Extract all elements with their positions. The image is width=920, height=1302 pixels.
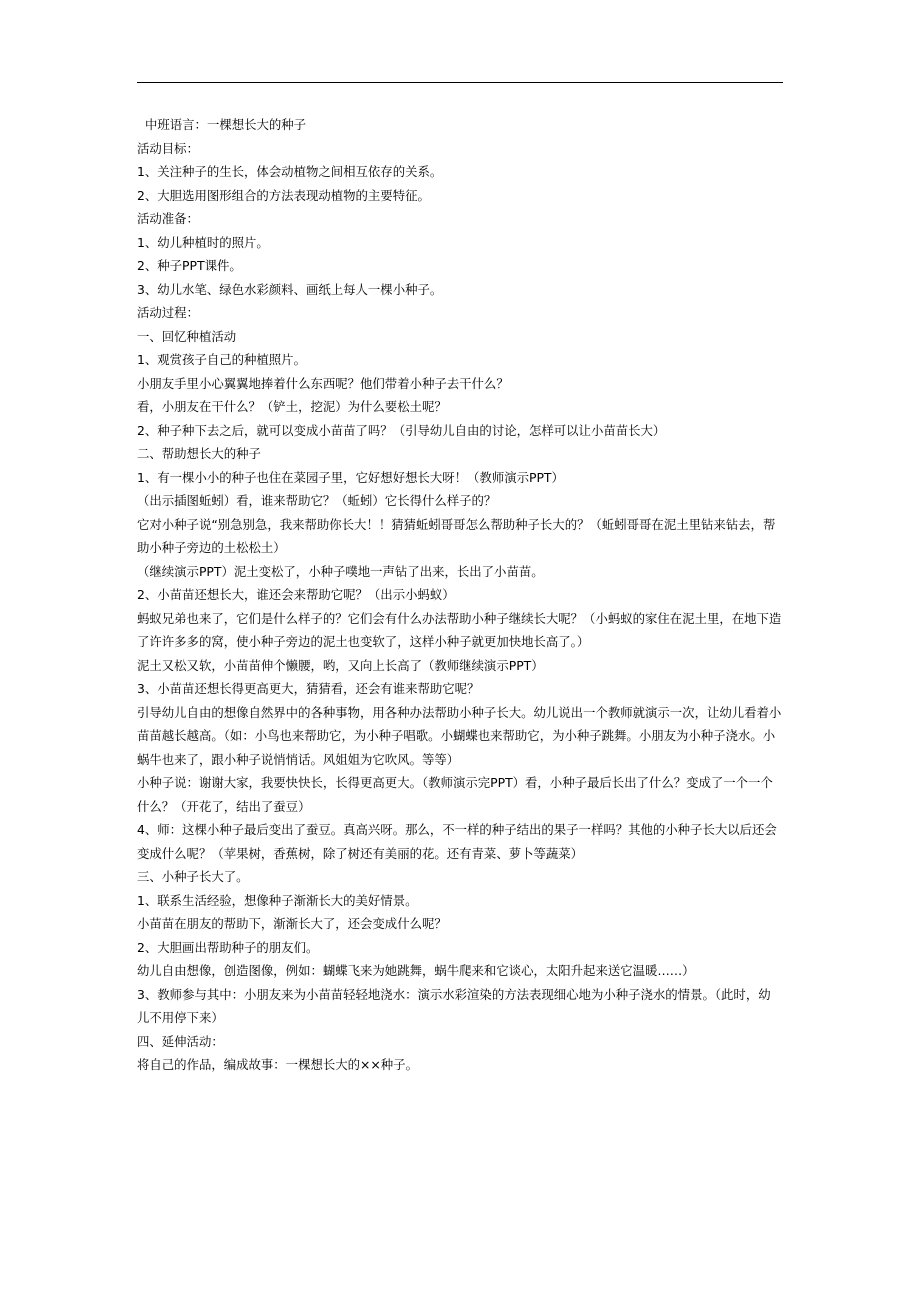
text-line: 泥土又松又软，小苗苗伸个懒腰，哟，又向上长高了（教师继续演示PPT） [137,657,544,673]
text-line: 蜗牛也来了，跟小种子说悄悄话。风姐姐为它吹风。等等） [137,751,460,767]
text-line: 了许许多多的窝，使小种子旁边的泥土也变软了，这样小种子就更加快地长高了。） [137,634,590,649]
header-rule [137,82,783,83]
text-line: 2、小苗苗还想长大，谁还会来帮助它呢？（出示小蚂蚁） [137,587,455,602]
text-line: 四、延伸活动： [137,1033,224,1049]
text-line: 2、种子PPT课件。 [137,258,242,273]
text-line: 1、观赏孩子自己的种植照片。 [137,352,306,367]
text-line: 看，小朋友在干什么？（铲土，挖泥）为什么要松土呢？ [137,399,447,414]
text-line: 活动过程： [137,305,199,320]
document-body [137,113,785,1077]
text-line: 活动准备： [137,211,199,226]
text-line: 3、小苗苗还想长得更高更大，猜猜看，还会有谁来帮助它呢？ [137,681,480,696]
text-line: 1、有一棵小小的种子也住在菜园子里，它好想好想长大呀！（教师演示PPT） [137,469,564,485]
text-line: 助小种子旁边的土松松土） [137,540,286,555]
text-line: 2、大胆选用图形组合的方法表现动植物的主要特征。 [137,187,430,203]
text-line: 它对小种子说“别急别急，我来帮助你长大！！猜猜蚯蚓哥哥怎么帮助种子长大的？（蚯蚓哥哥在泥土里钻来钻去，帮 [137,516,776,532]
text-line: 将自己的作品，编成故事：一棵想长大的××种子。 [137,1057,418,1072]
text-line: 1、幼儿种植时的照片。 [137,234,269,250]
text-line: （继续演示PPT）泥土变松了，小种子噗地一声钻了出来，长出了小苗苗。 [137,563,544,579]
text-line: 小苗苗在朋友的帮助下，渐渐长大了，还会变成什么呢？ [137,916,447,931]
text-line: 蚂蚁兄弟也来了，它们是什么样子的？它们会有什么办法帮助小种子继续长大呢？（小蚂蚁的家住在泥土里，在地下造 [137,610,782,626]
text-line: 1、联系生活经验，想像种子渐渐长大的美好情景。 [137,892,418,908]
text-line: 4、师：这棵小种子最后变出了蚕豆。真高兴呀。那么，不一样的种子结出的果子一样吗？其他的小种子长大以后还会 [137,822,777,837]
text-line: 变成什么呢？（苹果树，香蕉树，除了树还有美丽的花。还有青菜、萝卜等蔬菜） [137,845,584,861]
text-line: 3、教师参与其中：小朋友来为小苗苗轻轻地浇水：演示水彩渲染的方法表现细心地为小种子浇水的情景。（此时，幼 [137,986,771,1002]
text-line: 活动目标： [137,140,199,156]
text-line: 什么？（开花了，结出了蚕豆） [137,798,311,814]
text-line: 3、幼儿水笔、绿色水彩颜料、画纸上每人一棵小种子。 [137,281,443,297]
text-line: 小朋友手里小心翼翼地捧着什么东西呢？他们带着小种子去干什么？ [137,375,509,391]
text-line: 三、小种子长大了。 [137,869,249,884]
text-line: 2、种子种下去之后，就可以变成小苗苗了吗？（引导幼儿自由的讨论，怎样可以让小苗苗长大） [137,422,666,438]
text-line: 儿不用停下来） [137,1010,224,1025]
text-line: （出示插图蚯蚓）看，谁来帮助它？（蚯蚓）它长得什么样子的？ [137,493,497,508]
text-line: 2、大胆画出帮助种子的朋友们。 [137,939,319,955]
text-line: 二、帮助想长大的种子 [137,446,261,461]
text-line: 1、关注种子的生长，体会动植物之间相互依存的关系。 [137,164,443,179]
text-line: 引导幼儿自由的想像自然界中的各种事物，用各种办法帮助小种子长大。幼儿说出一个教师就演示一次，让幼儿看着小 [137,704,782,720]
text-line: 幼儿自由想像，创造图像，例如：蝴蝶飞来为她跳舞，蜗牛爬来和它谈心，太阳升起来送它温暖……） [137,963,695,978]
document-title: 中班语言：一棵想长大的种子 [145,117,307,132]
text-line: 一、回忆种植活动 [137,328,237,344]
text-line: 小种子说：谢谢大家，我要快快长，长得更高更大。（教师演示完PPT）看，小种子最后长出了什么？变成了一个一个 [137,775,773,790]
text-line: 苗苗越长越高。（如：小鸟也来帮助它，为小种子唱歌。小蝴蝶也来帮助它，为小种子跳舞。小朋友为小种子浇水。小 [137,728,776,743]
